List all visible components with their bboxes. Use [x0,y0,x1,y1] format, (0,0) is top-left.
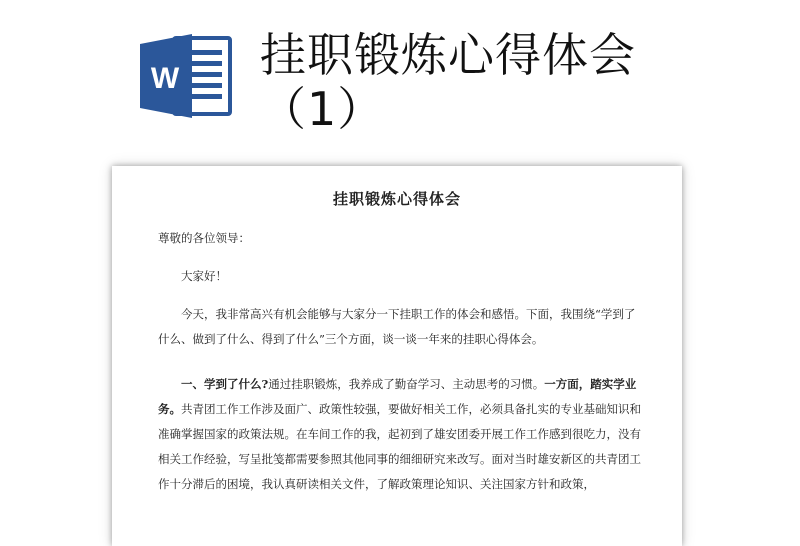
section-1-paragraph [158,372,642,497]
section-1-lead: 通过挂职锻炼，我养成了勤奋学习、主动思考的习惯。 [268,377,545,391]
document-page [112,166,682,546]
section-1-body: 共青团工作工作涉及面广、政策性较强，要做好相关工作，必须具备扎实的专业基础知识和准确掌握国家的政策法规。在车间工作的我，起初到了雄安团委开展工作工作感到很吃力，没有相关工作经验，写呈批笺都需要参照其他同事的细细研究来改写。面对当时雄安新区的共青团工作十分滞后的困境，我认真研读相关文件，了解政策理论知识、关注国家方针和政策， [158,402,641,491]
section-1-point: 一方面，踏实学业务。 [158,377,637,416]
word-icon [140,34,234,118]
page-title: 挂职锻炼心得体会 [332,190,461,208]
header [0,0,800,160]
intro-paragraph: 今天，我非常高兴有机会能够与大家分一下挂职工作的体会和感悟。下面，我围绕“学到了什么、做到了什么、得到了什么”三个方面，谈一谈一年来的挂职心得体会。 [158,307,636,346]
salutation: 尊敬的各位领导： [158,231,250,245]
document-title: 挂职锻炼心得体会（1） [260,28,636,136]
word-icon-letter: W [150,62,180,95]
section-1-heading: 一、学到了什么? [181,377,269,391]
greeting: 大家好！ [181,269,227,283]
